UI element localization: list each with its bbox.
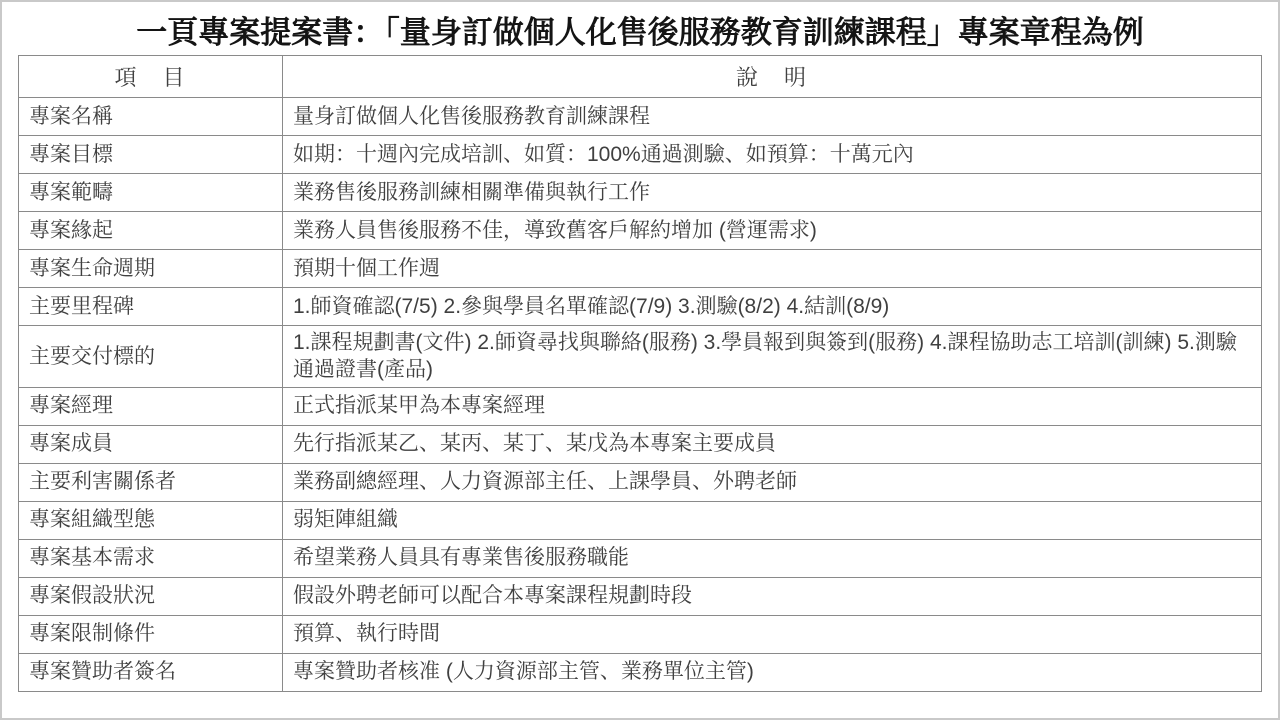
- table-header-row: [19, 56, 1262, 98]
- item-cell: 專案贊助者簽名: [19, 653, 283, 691]
- description-cell: 如期：十週內完成培訓、如質：100%通過測驗、如預算：十萬元內: [283, 136, 1262, 174]
- table-row: [19, 653, 1262, 691]
- table-row: [19, 501, 1262, 539]
- description-cell: 業務副總經理、人力資源部主任、上課學員、外聘老師: [283, 463, 1262, 501]
- item-cell: 主要交付標的: [19, 326, 283, 388]
- item-cell: 專案基本需求: [19, 539, 283, 577]
- description-cell: 假設外聘老師可以配合本專案課程規劃時段: [283, 577, 1262, 615]
- table-row: [19, 463, 1262, 501]
- table-row: [19, 539, 1262, 577]
- description-cell: 1.師資確認(7/5) 2.參與學員名單確認(7/9) 3.測驗(8/2) 4.結訓(8/9): [283, 288, 1262, 326]
- description-cell: 弱矩陣組織: [283, 501, 1262, 539]
- description-cell: 專案贊助者核准 (人力資源部主管、業務單位主管): [283, 653, 1262, 691]
- table-row: [19, 387, 1262, 425]
- project-charter-table: [18, 55, 1262, 692]
- item-cell: 專案目標: [19, 136, 283, 174]
- table-row: [19, 425, 1262, 463]
- description-cell: 希望業務人員具有專業售後服務職能: [283, 539, 1262, 577]
- column-header-description: 說 明: [283, 56, 1262, 98]
- item-cell: 專案生命週期: [19, 250, 283, 288]
- description-cell: 預期十個工作週: [283, 250, 1262, 288]
- table-row: [19, 615, 1262, 653]
- table-row: [19, 250, 1262, 288]
- table-row: [19, 326, 1262, 388]
- table-row: [19, 288, 1262, 326]
- description-cell: 量身訂做個人化售後服務教育訓練課程: [283, 98, 1262, 136]
- item-cell: 專案範疇: [19, 174, 283, 212]
- item-cell: 專案緣起: [19, 212, 283, 250]
- item-cell: 專案名稱: [19, 98, 283, 136]
- item-cell: 專案限制條件: [19, 615, 283, 653]
- description-cell: 正式指派某甲為本專案經理: [283, 387, 1262, 425]
- table-row: [19, 98, 1262, 136]
- table-row: [19, 174, 1262, 212]
- description-cell: 先行指派某乙、某丙、某丁、某戊為本專案主要成員: [283, 425, 1262, 463]
- description-cell: 預算、執行時間: [283, 615, 1262, 653]
- description-cell: 業務售後服務訓練相關準備與執行工作: [283, 174, 1262, 212]
- item-cell: 主要里程碑: [19, 288, 283, 326]
- table-row: [19, 577, 1262, 615]
- item-cell: 專案假設狀況: [19, 577, 283, 615]
- description-cell: 業務人員售後服務不佳，導致舊客戶解約增加 (營運需求): [283, 212, 1262, 250]
- table-row: [19, 136, 1262, 174]
- table-row: [19, 212, 1262, 250]
- item-cell: 專案組織型態: [19, 501, 283, 539]
- description-cell: 1.課程規劃書(文件) 2.師資尋找與聯絡(服務) 3.學員報到與簽到(服務) 4.課程協助志工培訓(訓練) 5.測驗通過證書(產品): [283, 326, 1262, 388]
- item-cell: 專案成員: [19, 425, 283, 463]
- page-title: 一頁專案提案書：「量身訂做個人化售後服務教育訓練課程」專案章程為例: [136, 15, 1144, 50]
- column-header-item: 項 目: [19, 56, 283, 98]
- item-cell: 專案經理: [19, 387, 283, 425]
- item-cell: 主要利害關係者: [19, 463, 283, 501]
